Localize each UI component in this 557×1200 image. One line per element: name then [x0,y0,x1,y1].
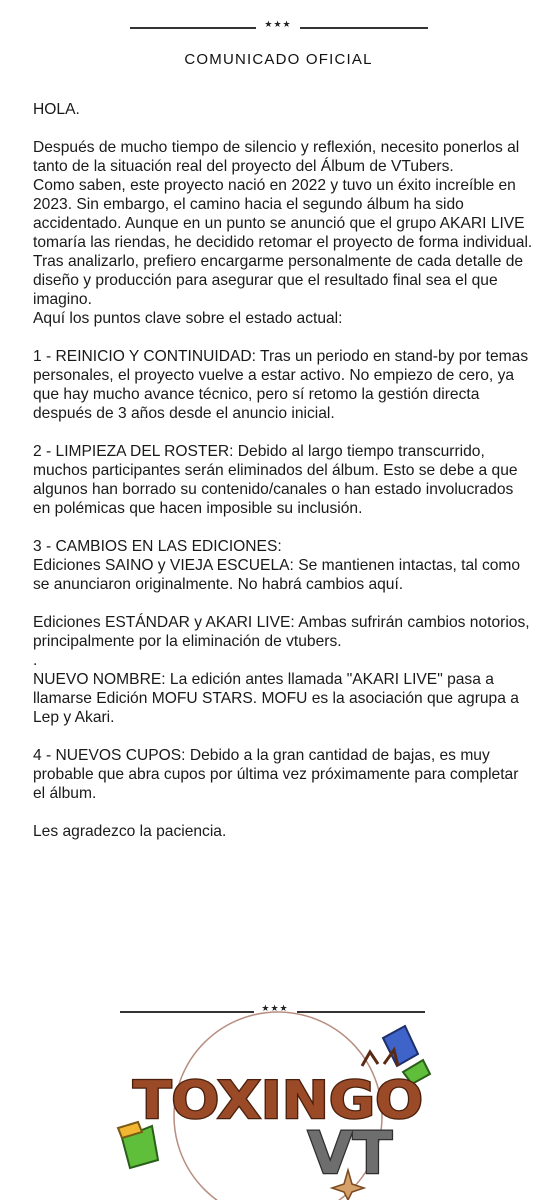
point-2: 2 - LIMPIEZA DEL ROSTER: Debido al largo tiempo transcurrido, muchos participantes serán eliminados del álbum. Esto se debe a que algunos han borrado su contenido/canales o han estado involucrados en polémicas que hacen imposible su inclusión. [33,443,518,517]
point-3-ediciones-estandar: Ediciones ESTÁNDAR y AKARI LIVE: Ambas sufrirán cambios notorios, principalmente por la eliminación de vtubers. [33,614,530,650]
intro-paragraph-3: Aquí los puntos clave sobre el estado actual: [33,310,343,327]
divider-line-right [300,27,428,29]
point-3-nuevo-nombre: NUEVO NOMBRE: La edición antes llamada "AKARI LIVE" pasa a llamarse Edición MOFU STARS. MOFU es la asociación que agrupa a Lep y Akari. [33,671,519,726]
logo-word-vt: VT [307,1119,393,1187]
point-3-heading: 3 - CAMBIOS EN LAS EDICIONES: [33,538,282,555]
divider-stars: ★★★ [261,1003,289,1013]
greeting: HOLA. [33,101,80,118]
divider-line-left [130,27,256,29]
divider-stars: ★★★ [264,19,292,29]
logo-word-toxingo: TOXINGO [133,1071,423,1131]
toxingo-vt-logo [100,1008,460,1200]
point-3-dot: . [33,652,38,669]
top-divider [0,18,557,38]
intro-paragraph-2: Como saben, este proyecto nació en 2022 y tuvo un éxito increíble en 2023. Sin embargo, el camino hacia el segundo álbum ha sido accidentado. Aunque en un punto se anunció que el grupo AKARI LIVE tomaría las riendas, he decidido retomar el proyecto de forma individual. Tras analizarlo, prefiero encargarme personalmente de cada detalle de diseño y producción para asegurar que el resultado final sea el que imagino. [33,177,533,308]
page-title: COMUNICADO OFICIAL [184,51,373,68]
letter-body [33,100,533,841]
point-1: 1 - REINICIO Y CONTINUIDAD: Tras un periodo en stand-by por temas personales, el proyecto vuelve a estar activo. No empiezo de cero, ya que hay mucho avance técnico, pero sí retomo la gestión directa después de 3 años desde el anuncio inicial. [33,348,529,422]
intro-paragraph-1: Después de mucho tiempo de silencio y reflexión, necesito ponerlos al tanto de la situación real del proyecto del Álbum de VTubers. [33,139,520,175]
closing-line: Les agradezco la paciencia. [33,823,227,840]
point-3-ediciones-saino: Ediciones SAINO y VIEJA ESCUELA: Se mantienen intactas, tal como se anunciaron originalmente. No habrá cambios aquí. [33,557,521,593]
point-4: 4 - NUEVOS CUPOS: Debido a la gran cantidad de bajas, es muy probable que abra cupos por última vez próximamente para completar el álbum. [33,747,519,802]
